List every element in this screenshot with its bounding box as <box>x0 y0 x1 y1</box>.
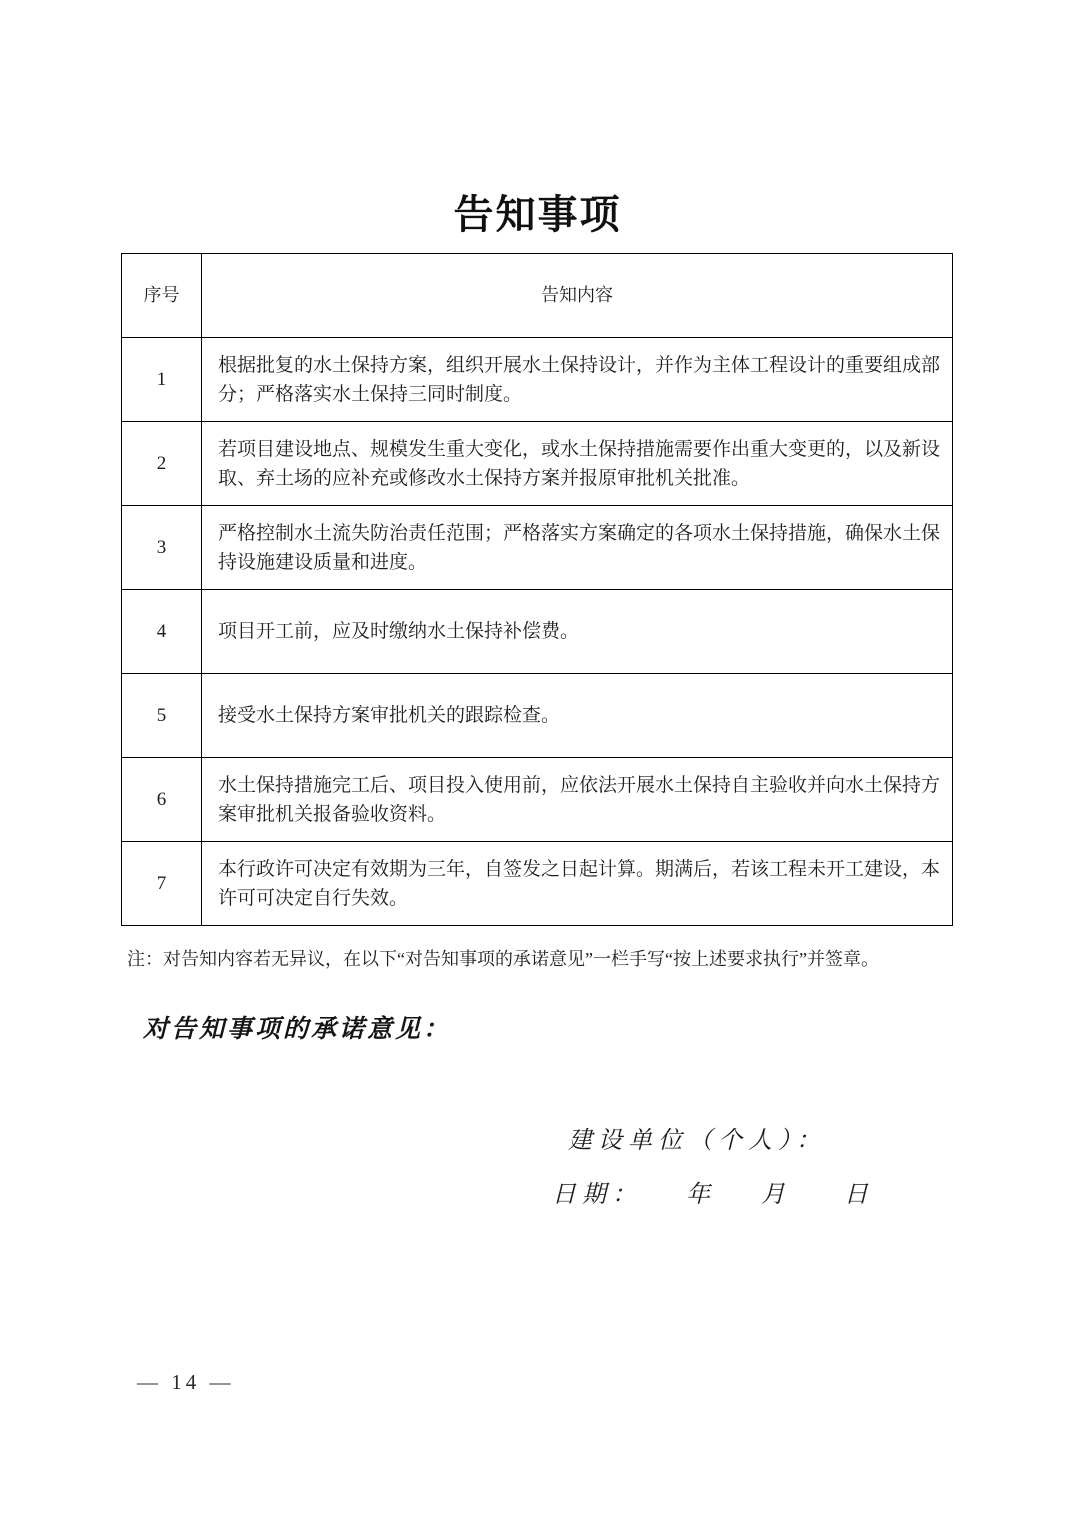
table-row <box>122 422 953 506</box>
row-content: 项目开工前，应及时缴纳水土保持补偿费。 <box>202 590 953 674</box>
row-index: 5 <box>122 674 202 758</box>
column-header-index: 序号 <box>122 254 202 338</box>
row-content: 接受水土保持方案审批机关的跟踪检查。 <box>202 674 953 758</box>
page-number: — 14 — <box>137 1370 235 1394</box>
row-content: 严格控制水土流失防治责任范围；严格落实方案确定的各项水土保持措施，确保水土保持设施建设质量和进度。 <box>202 506 953 590</box>
table-row <box>122 338 953 422</box>
row-content: 本行政许可决定有效期为三年，自签发之日起计算。期满后，若该工程未开工建设，本许可可决定自行失效。 <box>202 842 953 926</box>
table-row <box>122 758 953 842</box>
date-label: 日期： <box>552 1182 642 1208</box>
row-content: 若项目建设地点、规模发生重大变化，或水土保持措施需要作出重大变更的，以及新设取、弃土场的应补充或修改水土保持方案并报原审批机关批准。 <box>202 422 953 506</box>
row-index: 3 <box>122 506 202 590</box>
column-header-content: 告知内容 <box>202 254 953 338</box>
table-row <box>122 674 953 758</box>
table-row <box>122 506 953 590</box>
row-content: 根据批复的水土保持方案，组织开展水土保持设计，并作为主体工程设计的重要组成部分；严格落实水土保持三同时制度。 <box>202 338 953 422</box>
notice-table <box>121 253 953 926</box>
table-row <box>122 590 953 674</box>
row-index: 1 <box>122 338 202 422</box>
note-text: 注：对告知内容若无异议，在以下“对告知事项的承诺意见”一栏手写“按上述要求执行”并签章。 <box>127 949 879 969</box>
date-line <box>552 1174 868 1209</box>
row-index: 4 <box>122 590 202 674</box>
row-index: 6 <box>122 758 202 842</box>
page-title: 告知事项 <box>453 192 622 237</box>
date-month-label: 月 <box>761 1182 785 1208</box>
signer-label: 建设单位（个人）： <box>568 1128 826 1154</box>
table-header-row <box>122 254 953 338</box>
row-index: 2 <box>122 422 202 506</box>
commitment-heading: 对告知事项的承诺意见： <box>143 1016 452 1043</box>
row-content: 水土保持措施完工后、项目投入使用前，应依法开展水土保持自主验收并向水土保持方案审批机关报备验收资料。 <box>202 758 953 842</box>
date-day-label: 日 <box>844 1182 868 1208</box>
table-row <box>122 842 953 926</box>
row-index: 7 <box>122 842 202 926</box>
date-year-label: 年 <box>686 1182 710 1208</box>
